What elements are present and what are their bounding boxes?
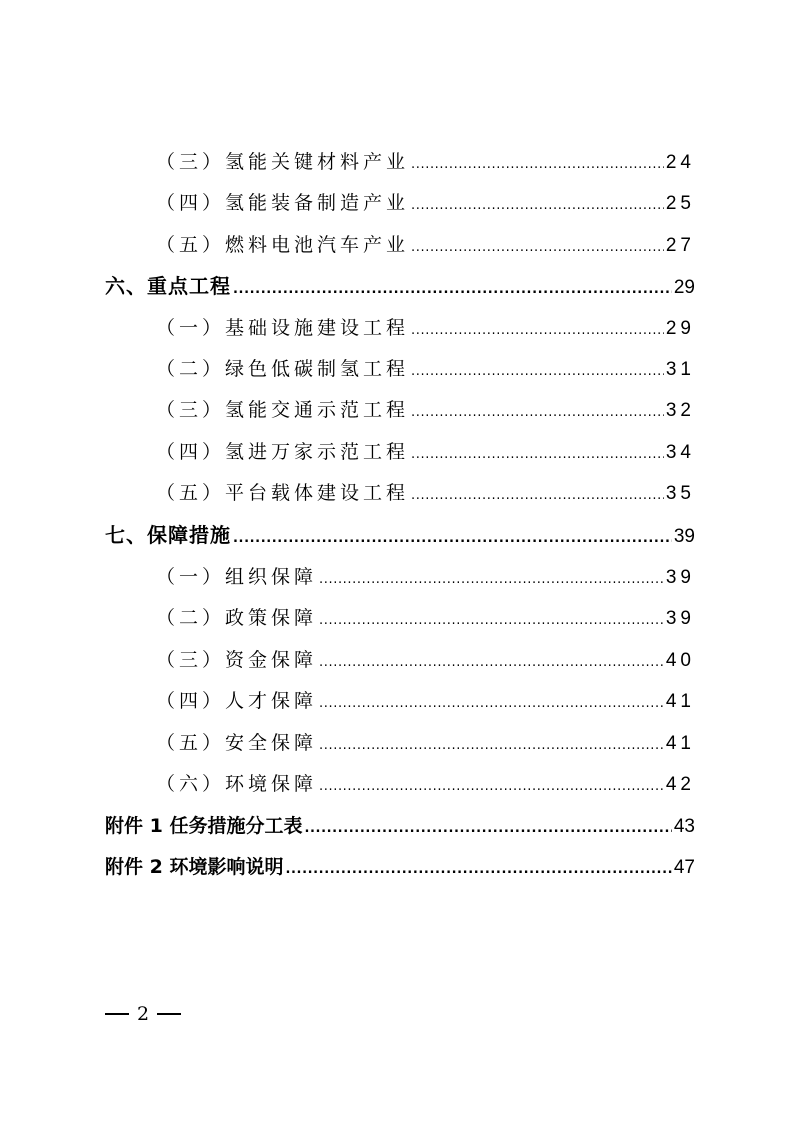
dot-leader [319,562,664,595]
toc-attachment-entry[interactable] [105,811,695,841]
toc-entry[interactable] [156,395,695,425]
toc-entry-page: 35 [665,483,695,504]
dot-leader [285,852,671,885]
dot-leader [233,271,672,305]
toc-entry-page: 39 [665,567,695,588]
dot-leader [319,645,664,678]
toc-entry-page: 27 [665,235,695,256]
toc-entry-label: （二）政策保障 [156,607,318,629]
toc-entry-label: （四）氢能装备制造产业 [156,192,410,214]
toc-entry[interactable] [156,562,695,592]
toc-entry-page: 40 [665,650,695,671]
toc-entry[interactable] [156,769,695,799]
toc-section-entry[interactable] [105,520,695,550]
toc-entry-page: 39 [665,608,695,629]
footer-dash-right [157,1013,181,1015]
toc-entry[interactable] [156,313,695,343]
dot-leader [411,230,664,263]
toc-entry-page: 25 [665,193,695,214]
toc-entry-label: （四）氢进万家示范工程 [156,441,410,463]
dot-leader [411,354,664,387]
toc-entry-label: （三）氢能关键材料产业 [156,151,410,173]
dot-leader [319,603,664,636]
toc-entry-page: 39 [673,526,695,547]
toc-entry[interactable] [156,354,695,384]
toc-entry[interactable] [156,478,695,508]
footer-dash-left [105,1013,129,1015]
toc-entry-label: （一）组织保障 [156,566,318,588]
dot-leader [411,188,664,221]
toc-entry-label: （五）燃料电池汽车产业 [156,234,410,256]
toc-entry-page: 34 [665,442,695,463]
dot-leader [411,313,664,346]
dot-leader [411,147,664,180]
toc-entry-label: （五）安全保障 [156,732,318,754]
toc-entry-page: 24 [665,152,695,173]
toc-entry-label: （五）平台载体建设工程 [156,482,410,504]
toc-entry-label: （三）资金保障 [156,649,318,671]
toc-entry-page: 29 [673,277,695,298]
dot-leader [411,437,664,470]
toc-entry-page: 41 [665,733,695,754]
toc-entry[interactable] [156,147,695,177]
toc-entry-label: （四）人才保障 [156,690,318,712]
toc-entry-label: 附件 2 环境影响说明 [105,856,284,878]
dot-leader [319,728,664,761]
toc-entry-label: 附件 1 任务措施分工表 [105,815,303,837]
toc-entry[interactable] [156,645,695,675]
toc-entry[interactable] [156,230,695,260]
toc-entry-page: 29 [665,318,695,339]
page-number: 2 [137,1003,150,1025]
toc-entry[interactable] [156,437,695,467]
toc-attachment-entry[interactable] [105,852,695,882]
dot-leader [304,811,671,844]
toc-entry-page: 41 [665,691,695,712]
toc-entry-label: （一）基础设施建设工程 [156,317,410,339]
toc-entry[interactable] [156,686,695,716]
toc-entry-label: 六、重点工程 [105,274,231,298]
dot-leader [319,769,664,802]
toc-entry-page: 32 [665,400,695,421]
dot-leader [233,520,672,554]
toc-entry-page: 31 [665,359,695,380]
toc-entry-label: （二）绿色低碳制氢工程 [156,358,410,380]
toc-entry[interactable] [156,603,695,633]
toc-entry[interactable] [156,728,695,758]
dot-leader [411,395,664,428]
toc-entry[interactable] [156,188,695,218]
toc-entry-page: 43 [673,816,695,837]
toc-entry-label: （六）环境保障 [156,773,318,795]
dot-leader [411,478,664,511]
page-footer [105,1003,181,1025]
dot-leader [319,686,664,719]
toc-entry-label: 七、保障措施 [105,523,231,547]
toc-section-entry[interactable] [105,271,695,301]
toc-entry-page: 42 [665,774,695,795]
toc-entry-label: （三）氢能交通示范工程 [156,399,410,421]
toc-entry-page: 47 [673,857,695,878]
